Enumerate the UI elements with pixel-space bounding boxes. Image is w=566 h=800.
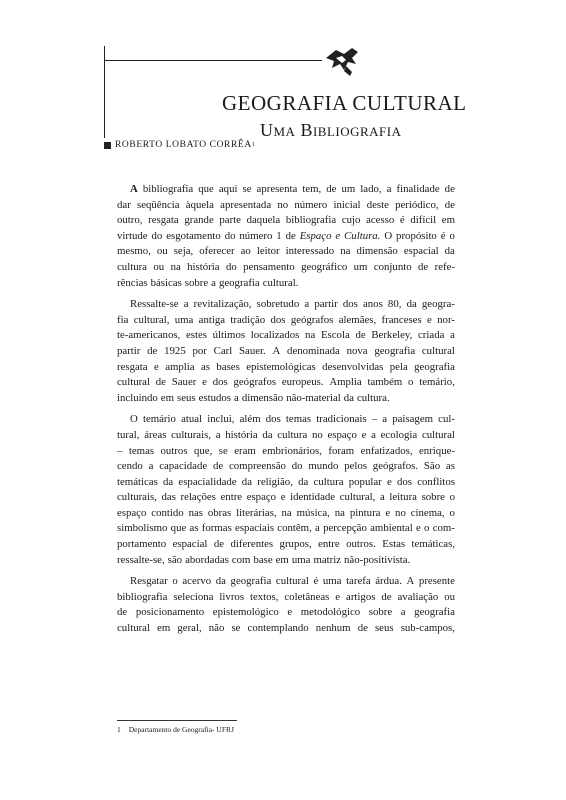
text-line: simbolismo que as formas espaciais contêm, a percepção ambiental e o com-	[117, 522, 455, 535]
text-line: incluindo em seus estudos a dimensão não-material da cultura.	[117, 391, 390, 404]
text-line: outro, resgata grande parte daquela bibliografia cujo acesso é difícil em	[117, 214, 455, 227]
text-line: te-americanos, estes últimos localizados na Escola de Berkeley, criada a	[117, 329, 455, 342]
text-line: cultural em geral, não se contemplando nenhum de seus sub-campos,	[117, 622, 455, 635]
text-line: mesmo, ou seja, oferecer ao leitor interessado na dimensão espacial da	[117, 245, 455, 258]
text-line: virtude do esgotamento do número 1 de Espaço e Cultura. O propósito é o	[117, 229, 455, 242]
footnote-text: Departamento de Geografia- UFRJ	[128, 725, 234, 734]
footnote-number: 1	[117, 725, 121, 734]
text-line: A bibliografia que aqui se apresenta tem, de um lado, a finalidade de	[130, 183, 455, 195]
text-line: resgata e amplia as bases epistemológicas desenvolvidas pela geografia	[117, 360, 455, 373]
text-line: bibliografia seleciona livros textos, coletâneas e artigos de avaliação ou	[117, 590, 455, 603]
text-line: dar seqüência àquela apresentada no número inicial deste periódico, de	[117, 198, 455, 211]
footnote-rule	[117, 720, 237, 721]
body-text	[117, 182, 455, 637]
text-line: espaço contido nas obras literárias, na música, na pintura e no cinema, o	[117, 506, 455, 519]
text-line: – temas outros que, se eram embrionários, foram enfatizados, enrique-	[117, 444, 455, 457]
text-line: partir de 1925 por Carl Sauer. A denominada nova geografia cultural	[117, 344, 455, 357]
text-line: cendo a capacidade de compreensão do mundo pelos geógrafos. São as	[117, 460, 455, 473]
text-line: rências básicas sobre a geografia cultural.	[117, 276, 299, 289]
journal-logo-icon	[322, 44, 362, 78]
text-line: tural, áreas culturais, a história da cultura no espaço e a ecologia cultural	[117, 428, 455, 441]
text-line: Ressalte-se a revitalização, sobretudo a partir dos anos 80, da geogra-	[130, 298, 455, 311]
author-bullet	[104, 142, 111, 149]
text-line: cultural de Sauer e dos geógrafos europeus. Amplia também o temário,	[117, 376, 455, 389]
text-line: Resgatar o acervo da geografia cultural é uma tarefa árdua. A presente	[130, 575, 455, 588]
header-frame-horizontal-rule	[104, 60, 322, 61]
text-line: de posicionamento epistemológico e metodológico sobre a geografia	[117, 606, 455, 619]
author-line	[104, 140, 255, 150]
text-line: ressalte-se, são abordadas com base em uma matriz não-positivista.	[117, 553, 411, 566]
author-name: ROBERTO LOBATO CORRÊA	[115, 140, 252, 150]
text-line: cultura ou na história do pensamento geográfico um conjunto de refe-	[117, 260, 455, 273]
footnote	[117, 725, 234, 734]
text-line: culturais, das relações entre espaço e identidade cultural, a leitura sobre o	[117, 491, 455, 504]
text-line: temáticas da espacialidade da religião, da cultura popular e dos conflitos	[117, 475, 455, 488]
page-title: GEOGRAFIA CULTURAL	[222, 91, 467, 115]
author-footnote-marker: 1	[251, 142, 255, 148]
text-line: portamento espacial de diferentes grupos, entre outros. Estas temáticas,	[117, 538, 455, 551]
page-subtitle: Uma Bibliografia	[260, 120, 402, 140]
text-line: O temário atual inclui, além dos temas tradicionais – a paisagem cul-	[130, 413, 455, 426]
text-line: fia cultural, uma antiga tradição dos geógrafos alemães, franceses e nor-	[117, 313, 455, 326]
